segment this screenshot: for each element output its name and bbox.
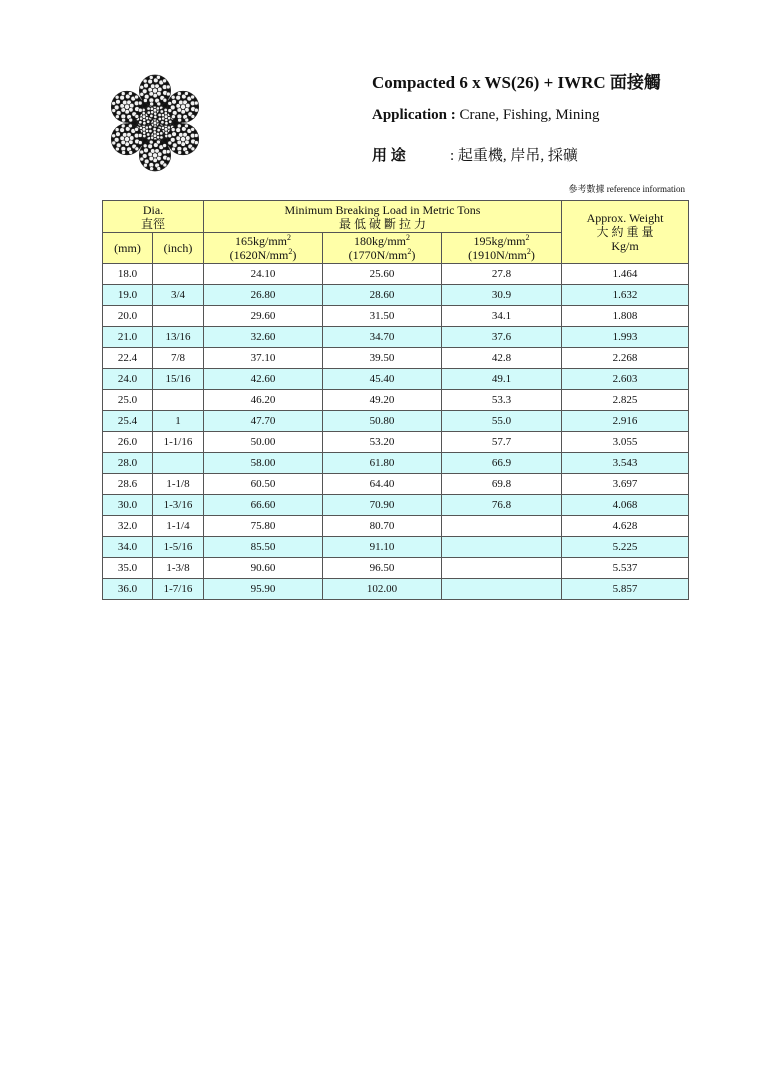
cell-mm: 35.0 bbox=[103, 558, 153, 579]
table-row bbox=[103, 558, 689, 579]
cell-weight: 1.632 bbox=[562, 285, 689, 306]
cell-inch: 1-3/8 bbox=[153, 558, 204, 579]
cell-inch: 1-1/16 bbox=[153, 432, 204, 453]
cell-inch bbox=[153, 264, 204, 285]
cell-195: 49.1 bbox=[442, 369, 562, 390]
cell-mm: 32.0 bbox=[103, 516, 153, 537]
cell-180: 45.40 bbox=[323, 369, 442, 390]
cell-180: 53.20 bbox=[323, 432, 442, 453]
cell-inch: 15/16 bbox=[153, 369, 204, 390]
cell-mm: 25.0 bbox=[103, 390, 153, 411]
cell-195: 55.0 bbox=[442, 411, 562, 432]
cell-mm: 36.0 bbox=[103, 579, 153, 600]
cell-inch bbox=[153, 390, 204, 411]
application-label: Application : bbox=[372, 107, 456, 123]
cell-mm: 20.0 bbox=[103, 306, 153, 327]
cell-inch bbox=[153, 306, 204, 327]
cell-165: 32.60 bbox=[204, 327, 323, 348]
mm-header: (mm) bbox=[103, 233, 153, 264]
cell-195: 27.8 bbox=[442, 264, 562, 285]
product-title: Compacted 6 x WS(26) + IWRC 面接觸 bbox=[372, 73, 661, 92]
cell-mm: 26.0 bbox=[103, 432, 153, 453]
cell-195: 76.8 bbox=[442, 495, 562, 516]
cell-mm: 28.0 bbox=[103, 453, 153, 474]
cell-165: 29.60 bbox=[204, 306, 323, 327]
cell-195: 57.7 bbox=[442, 432, 562, 453]
wire-rope-cross-section-image bbox=[104, 72, 206, 174]
cell-180: 80.70 bbox=[323, 516, 442, 537]
cell-195: 30.9 bbox=[442, 285, 562, 306]
use-label: 用 途 bbox=[372, 148, 406, 164]
cell-mm: 18.0 bbox=[103, 264, 153, 285]
cell-weight: 2.268 bbox=[562, 348, 689, 369]
cell-weight: 1.464 bbox=[562, 264, 689, 285]
cell-165: 60.50 bbox=[204, 474, 323, 495]
reference-note: 參考數據 reference information bbox=[568, 184, 685, 194]
table-row bbox=[103, 474, 689, 495]
cell-165: 42.60 bbox=[204, 369, 323, 390]
table-row bbox=[103, 495, 689, 516]
cell-180: 70.90 bbox=[323, 495, 442, 516]
cell-weight: 3.543 bbox=[562, 453, 689, 474]
cell-165: 50.00 bbox=[204, 432, 323, 453]
cell-195: 66.9 bbox=[442, 453, 562, 474]
cell-165: 47.70 bbox=[204, 411, 323, 432]
table-row bbox=[103, 369, 689, 390]
cell-inch: 1-5/16 bbox=[153, 537, 204, 558]
use-value: : 起重機, 岸吊, 採礦 bbox=[450, 148, 578, 164]
cell-mm: 19.0 bbox=[103, 285, 153, 306]
cell-weight: 3.697 bbox=[562, 474, 689, 495]
cell-mm: 25.4 bbox=[103, 411, 153, 432]
cell-weight: 5.225 bbox=[562, 537, 689, 558]
cell-weight: 1.993 bbox=[562, 327, 689, 348]
cell-180: 64.40 bbox=[323, 474, 442, 495]
cell-165: 58.00 bbox=[204, 453, 323, 474]
cell-inch: 1-3/16 bbox=[153, 495, 204, 516]
cell-inch: 13/16 bbox=[153, 327, 204, 348]
table-body bbox=[103, 264, 689, 600]
cell-180: 61.80 bbox=[323, 453, 442, 474]
table-row bbox=[103, 453, 689, 474]
cell-165: 37.10 bbox=[204, 348, 323, 369]
table-row bbox=[103, 411, 689, 432]
cell-165: 24.10 bbox=[204, 264, 323, 285]
cell-180: 96.50 bbox=[323, 558, 442, 579]
cell-mm: 21.0 bbox=[103, 327, 153, 348]
cell-weight: 5.537 bbox=[562, 558, 689, 579]
cell-180: 25.60 bbox=[323, 264, 442, 285]
cell-mm: 30.0 bbox=[103, 495, 153, 516]
cell-180: 49.20 bbox=[323, 390, 442, 411]
application-value: Crane, Fishing, Mining bbox=[459, 107, 600, 123]
cell-weight: 2.603 bbox=[562, 369, 689, 390]
cell-165: 26.80 bbox=[204, 285, 323, 306]
cell-mm: 34.0 bbox=[103, 537, 153, 558]
cell-180: 39.50 bbox=[323, 348, 442, 369]
cell-weight: 5.857 bbox=[562, 579, 689, 600]
table-row bbox=[103, 432, 689, 453]
cell-inch: 1 bbox=[153, 411, 204, 432]
inch-header: (inch) bbox=[153, 233, 204, 264]
cell-inch: 1-1/8 bbox=[153, 474, 204, 495]
cell-180: 50.80 bbox=[323, 411, 442, 432]
cell-195 bbox=[442, 537, 562, 558]
cell-165: 90.60 bbox=[204, 558, 323, 579]
dia-header: Dia. 直徑 bbox=[103, 201, 204, 233]
cell-195 bbox=[442, 579, 562, 600]
table-row bbox=[103, 516, 689, 537]
cell-195: 37.6 bbox=[442, 327, 562, 348]
cell-195: 69.8 bbox=[442, 474, 562, 495]
grade-195-header: $195kg/mm^2$ $(1910N/mm^2)$ bbox=[442, 233, 562, 264]
cell-195: 42.8 bbox=[442, 348, 562, 369]
table-row bbox=[103, 579, 689, 600]
table-row bbox=[103, 390, 689, 411]
cell-inch: 1-7/16 bbox=[153, 579, 204, 600]
cell-195 bbox=[442, 516, 562, 537]
mbl-header: Minimum Breaking Load in Metric Tons 最 低 破 斷 拉 力 bbox=[204, 201, 562, 233]
cell-165: 66.60 bbox=[204, 495, 323, 516]
grade-165-header: $165kg/mm^2$ $(1620N/mm^2)$ bbox=[204, 233, 323, 264]
table-row bbox=[103, 285, 689, 306]
cell-mm: 24.0 bbox=[103, 369, 153, 390]
cell-165: 95.90 bbox=[204, 579, 323, 600]
breaking-load-table bbox=[102, 200, 689, 600]
cell-inch: 7/8 bbox=[153, 348, 204, 369]
cell-weight: 4.628 bbox=[562, 516, 689, 537]
cell-195: 53.3 bbox=[442, 390, 562, 411]
cell-weight: 4.068 bbox=[562, 495, 689, 516]
cell-inch: 3/4 bbox=[153, 285, 204, 306]
cell-165: 85.50 bbox=[204, 537, 323, 558]
cell-165: 46.20 bbox=[204, 390, 323, 411]
cell-180: 34.70 bbox=[323, 327, 442, 348]
cell-weight: 2.825 bbox=[562, 390, 689, 411]
cell-inch bbox=[153, 453, 204, 474]
table-row bbox=[103, 537, 689, 558]
cell-weight: 3.055 bbox=[562, 432, 689, 453]
table-row bbox=[103, 264, 689, 285]
cell-180: 28.60 bbox=[323, 285, 442, 306]
cell-180: 102.00 bbox=[323, 579, 442, 600]
cell-180: 91.10 bbox=[323, 537, 442, 558]
table-row bbox=[103, 306, 689, 327]
cell-195: 34.1 bbox=[442, 306, 562, 327]
cell-inch: 1-1/4 bbox=[153, 516, 204, 537]
cell-weight: 2.916 bbox=[562, 411, 689, 432]
cell-mm: 22.4 bbox=[103, 348, 153, 369]
cell-195 bbox=[442, 558, 562, 579]
weight-header: Approx. Weight 大 約 重 量 Kg/m bbox=[562, 201, 689, 264]
table-row bbox=[103, 327, 689, 348]
grade-180-header: $180kg/mm^2$ $(1770N/mm^2)$ bbox=[323, 233, 442, 264]
cell-180: 31.50 bbox=[323, 306, 442, 327]
application-line bbox=[372, 107, 600, 124]
cell-mm: 28.6 bbox=[103, 474, 153, 495]
cell-165: 75.80 bbox=[204, 516, 323, 537]
use-line bbox=[372, 144, 578, 165]
cell-weight: 1.808 bbox=[562, 306, 689, 327]
table-row bbox=[103, 348, 689, 369]
